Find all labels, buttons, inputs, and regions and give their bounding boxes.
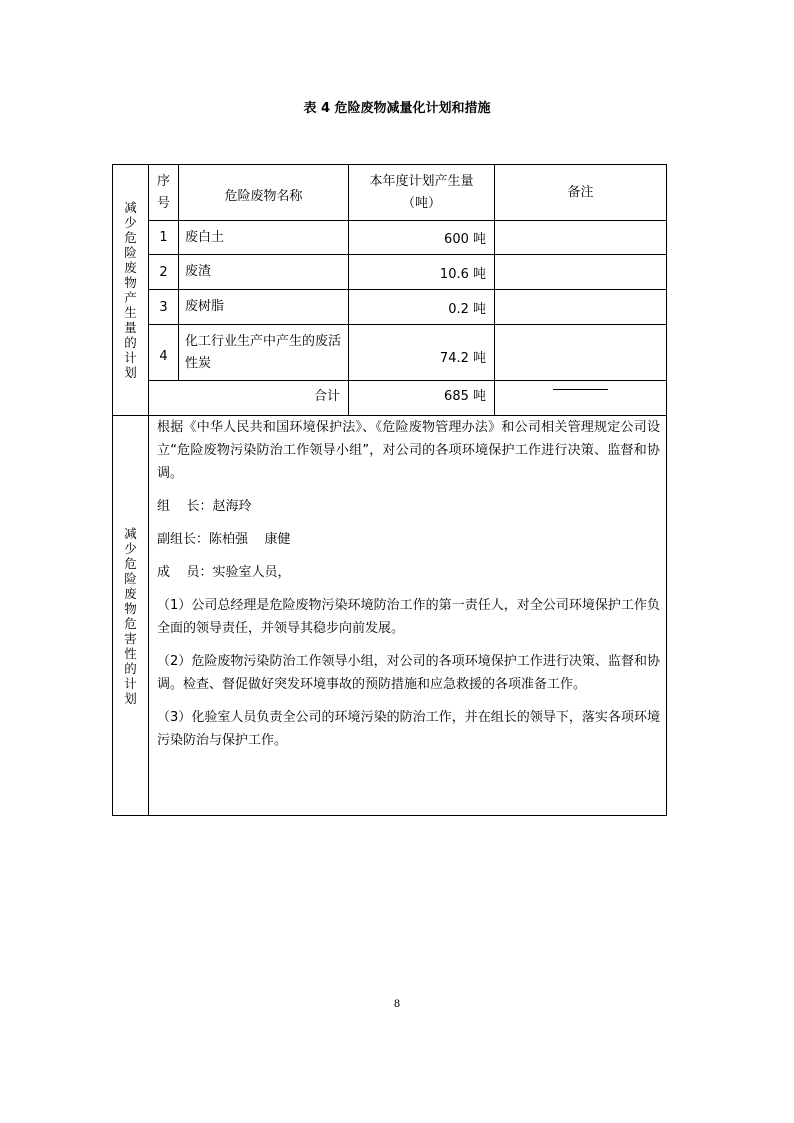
section2-label-char: 物	[124, 600, 137, 616]
row-number: 1	[149, 221, 179, 255]
section1-label-char: 险	[124, 245, 137, 260]
row-number: 4	[149, 325, 179, 381]
section2-label-char: 计	[124, 675, 137, 691]
header-seq: 序号	[149, 165, 179, 221]
section1-label-char: 危	[124, 230, 137, 245]
header-name: 危险废物名称	[179, 165, 349, 221]
waste-name: 废白土	[179, 221, 349, 255]
waste-amount: 74.2 吨	[349, 325, 495, 381]
waste-note	[495, 290, 667, 325]
waste-name: 废渣	[179, 255, 349, 290]
table-row	[113, 255, 667, 290]
section1-label-char: 量	[124, 320, 137, 335]
plan-content	[149, 416, 667, 816]
section2-label-char: 害	[124, 630, 137, 646]
section1-label-char: 减	[124, 200, 137, 215]
waste-amount: 600 吨	[349, 221, 495, 255]
section2-label-char: 减	[124, 525, 137, 541]
section2-label	[113, 416, 149, 816]
waste-note	[495, 255, 667, 290]
row-number: 3	[149, 290, 179, 325]
dash-line	[553, 389, 608, 390]
plan-intro: 根据《中华人民共和国环境保护法》、《危险废物管理办法》和公司相关管理规定公司设立“危险废物污染防治工作领导小组”，对公司的各项环境保护工作进行决策、监督和协调。	[157, 420, 660, 481]
section2-row	[113, 416, 667, 816]
total-label: 合计	[149, 381, 349, 416]
hazardous-waste-table	[112, 164, 667, 816]
table-row	[113, 290, 667, 325]
section2-label-char: 险	[124, 570, 137, 586]
section2-label-char: 性	[124, 645, 137, 661]
table-row	[113, 325, 667, 381]
section1-label-char: 少	[124, 215, 137, 230]
plan-duty-2: （2）危险废物污染防治工作领导小组，对公司的各项环境保护工作进行决策、监督和协调。检查、督促做好突发环境事故的预防措施和应急救援的各项准备工作。	[157, 654, 660, 692]
header-note: 备注	[495, 165, 667, 221]
table-row	[113, 221, 667, 255]
header-row	[113, 165, 667, 221]
section1-label-char: 物	[124, 275, 137, 290]
waste-amount: 0.2 吨	[349, 290, 495, 325]
section2-label-char: 危	[124, 615, 137, 631]
plan-deputy: 副组长：陈柏强 康健	[157, 532, 291, 547]
waste-amount: 10.6 吨	[349, 255, 495, 290]
plan-leader: 组 长：赵海玲	[157, 499, 252, 514]
section1-label-char: 的	[124, 335, 137, 350]
plan-duty-3: （3）化验室人员负责全公司的环境污染的防治工作，并在组长的领导下，落实各项环境污染防治与保护工作。	[157, 710, 660, 748]
row-number: 2	[149, 255, 179, 290]
section1-label-char: 生	[124, 305, 137, 320]
header-amount-line2: （吨）	[401, 195, 441, 211]
header-amount-line1: 本年度计划产生量	[369, 173, 474, 189]
total-amount: 685 吨	[349, 381, 495, 416]
section2-label-char: 的	[124, 660, 137, 676]
section2-label-char: 少	[124, 540, 137, 556]
section1-label-char: 划	[124, 365, 137, 380]
waste-note	[495, 325, 667, 381]
plan-members: 成 员：实验室人员，	[157, 565, 291, 580]
section1-label-char: 计	[124, 350, 137, 365]
total-note	[495, 381, 667, 416]
section2-label-char: 废	[124, 585, 137, 601]
section1-label	[113, 165, 149, 416]
table-title: 表 4 危险废物减量化计划和措施	[303, 101, 491, 116]
plan-duty-1: （1）公司总经理是危险废物污染环境防治工作的第一责任人，对全公司环境保护工作负全面的领导责任，并领导其稳步向前发展。	[157, 598, 660, 636]
page-number: 8	[394, 996, 400, 1010]
section2-label-char: 危	[124, 555, 137, 571]
section1-label-char: 产	[124, 290, 137, 305]
waste-name: 化工行业生产中产生的废活性炭	[179, 325, 349, 381]
total-row	[113, 381, 667, 416]
section2-label-char: 划	[124, 690, 137, 706]
waste-note	[495, 221, 667, 255]
waste-name: 废树脂	[179, 290, 349, 325]
header-amount	[349, 165, 495, 221]
section1-label-char: 废	[124, 260, 137, 275]
